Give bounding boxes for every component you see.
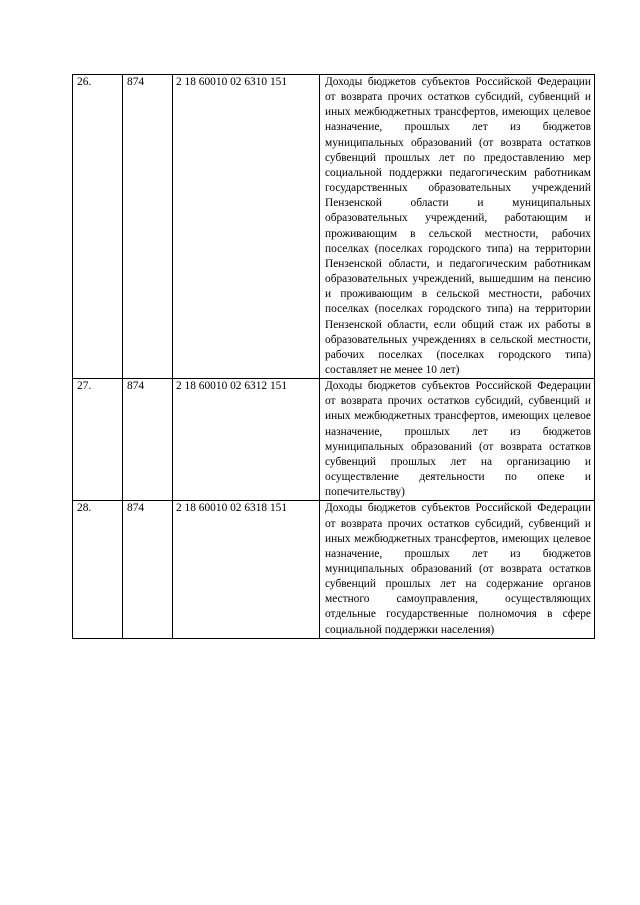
table-row (73, 379, 595, 501)
row-number: 27. (73, 379, 123, 501)
administrator-code: 874 (123, 501, 173, 638)
budget-classification-code: 2 18 60010 02 6310 151 (173, 75, 320, 379)
revenue-description: Доходы бюджетов субъектов Российской Федерации от возврата прочих остатков субсидий, субвенций и иных межбюджетных трансфертов, имеющих целевое назначение, прошлых лет из бюджетов муниципальных образований (от возврата остатков субвенций прошлых лет на содержание органов местного самоуправления, осуществляющих отдельные государственные полномочия в сфере социальной поддержки населения) (320, 501, 595, 638)
revenue-description: Доходы бюджетов субъектов Российской Федерации от возврата прочих остатков субсидий, субвенций и иных межбюджетных трансфертов, имеющих целевое назначение, прошлых лет из бюджетов муниципальных образований (от возврата остатков субвенций прошлых лет на организацию и осуществление деятельности по опеке и попечительству) (320, 379, 595, 501)
table-row (73, 501, 595, 638)
administrator-code: 874 (123, 75, 173, 379)
administrator-code: 874 (123, 379, 173, 501)
budget-classification-code: 2 18 60010 02 6312 151 (173, 379, 320, 501)
row-number: 26. (73, 75, 123, 379)
budget-revenue-table (72, 74, 595, 639)
row-number: 28. (73, 501, 123, 638)
budget-classification-code: 2 18 60010 02 6318 151 (173, 501, 320, 638)
table-row (73, 75, 595, 379)
revenue-description: Доходы бюджетов субъектов Российской Федерации от возврата прочих остатков субсидий, субвенций и иных межбюджетных трансфертов, имеющих целевое назначение, прошлых лет из бюджетов муниципальных образований (от возврата остатков субвенций прошлых лет по предоставлению мер социальной поддержки педагогическим работникам государственных образовательных учреждений Пензенской области и муниципальных образовательных учреждений, работающим и проживающим в сельской местности, рабочих поселках (поселках городского типа) на территории Пензенской области, и педагогическим работникам образовательных учреждений, вышедшим на пенсию и проживающим в сельской местности, рабочих поселках (поселках городского типа) на территории Пензенской области, если общий стаж их работы в образовательных учреждениях в сельской местности, рабочих поселках (поселках городского типа) составляет не менее 10 лет) (320, 75, 595, 379)
